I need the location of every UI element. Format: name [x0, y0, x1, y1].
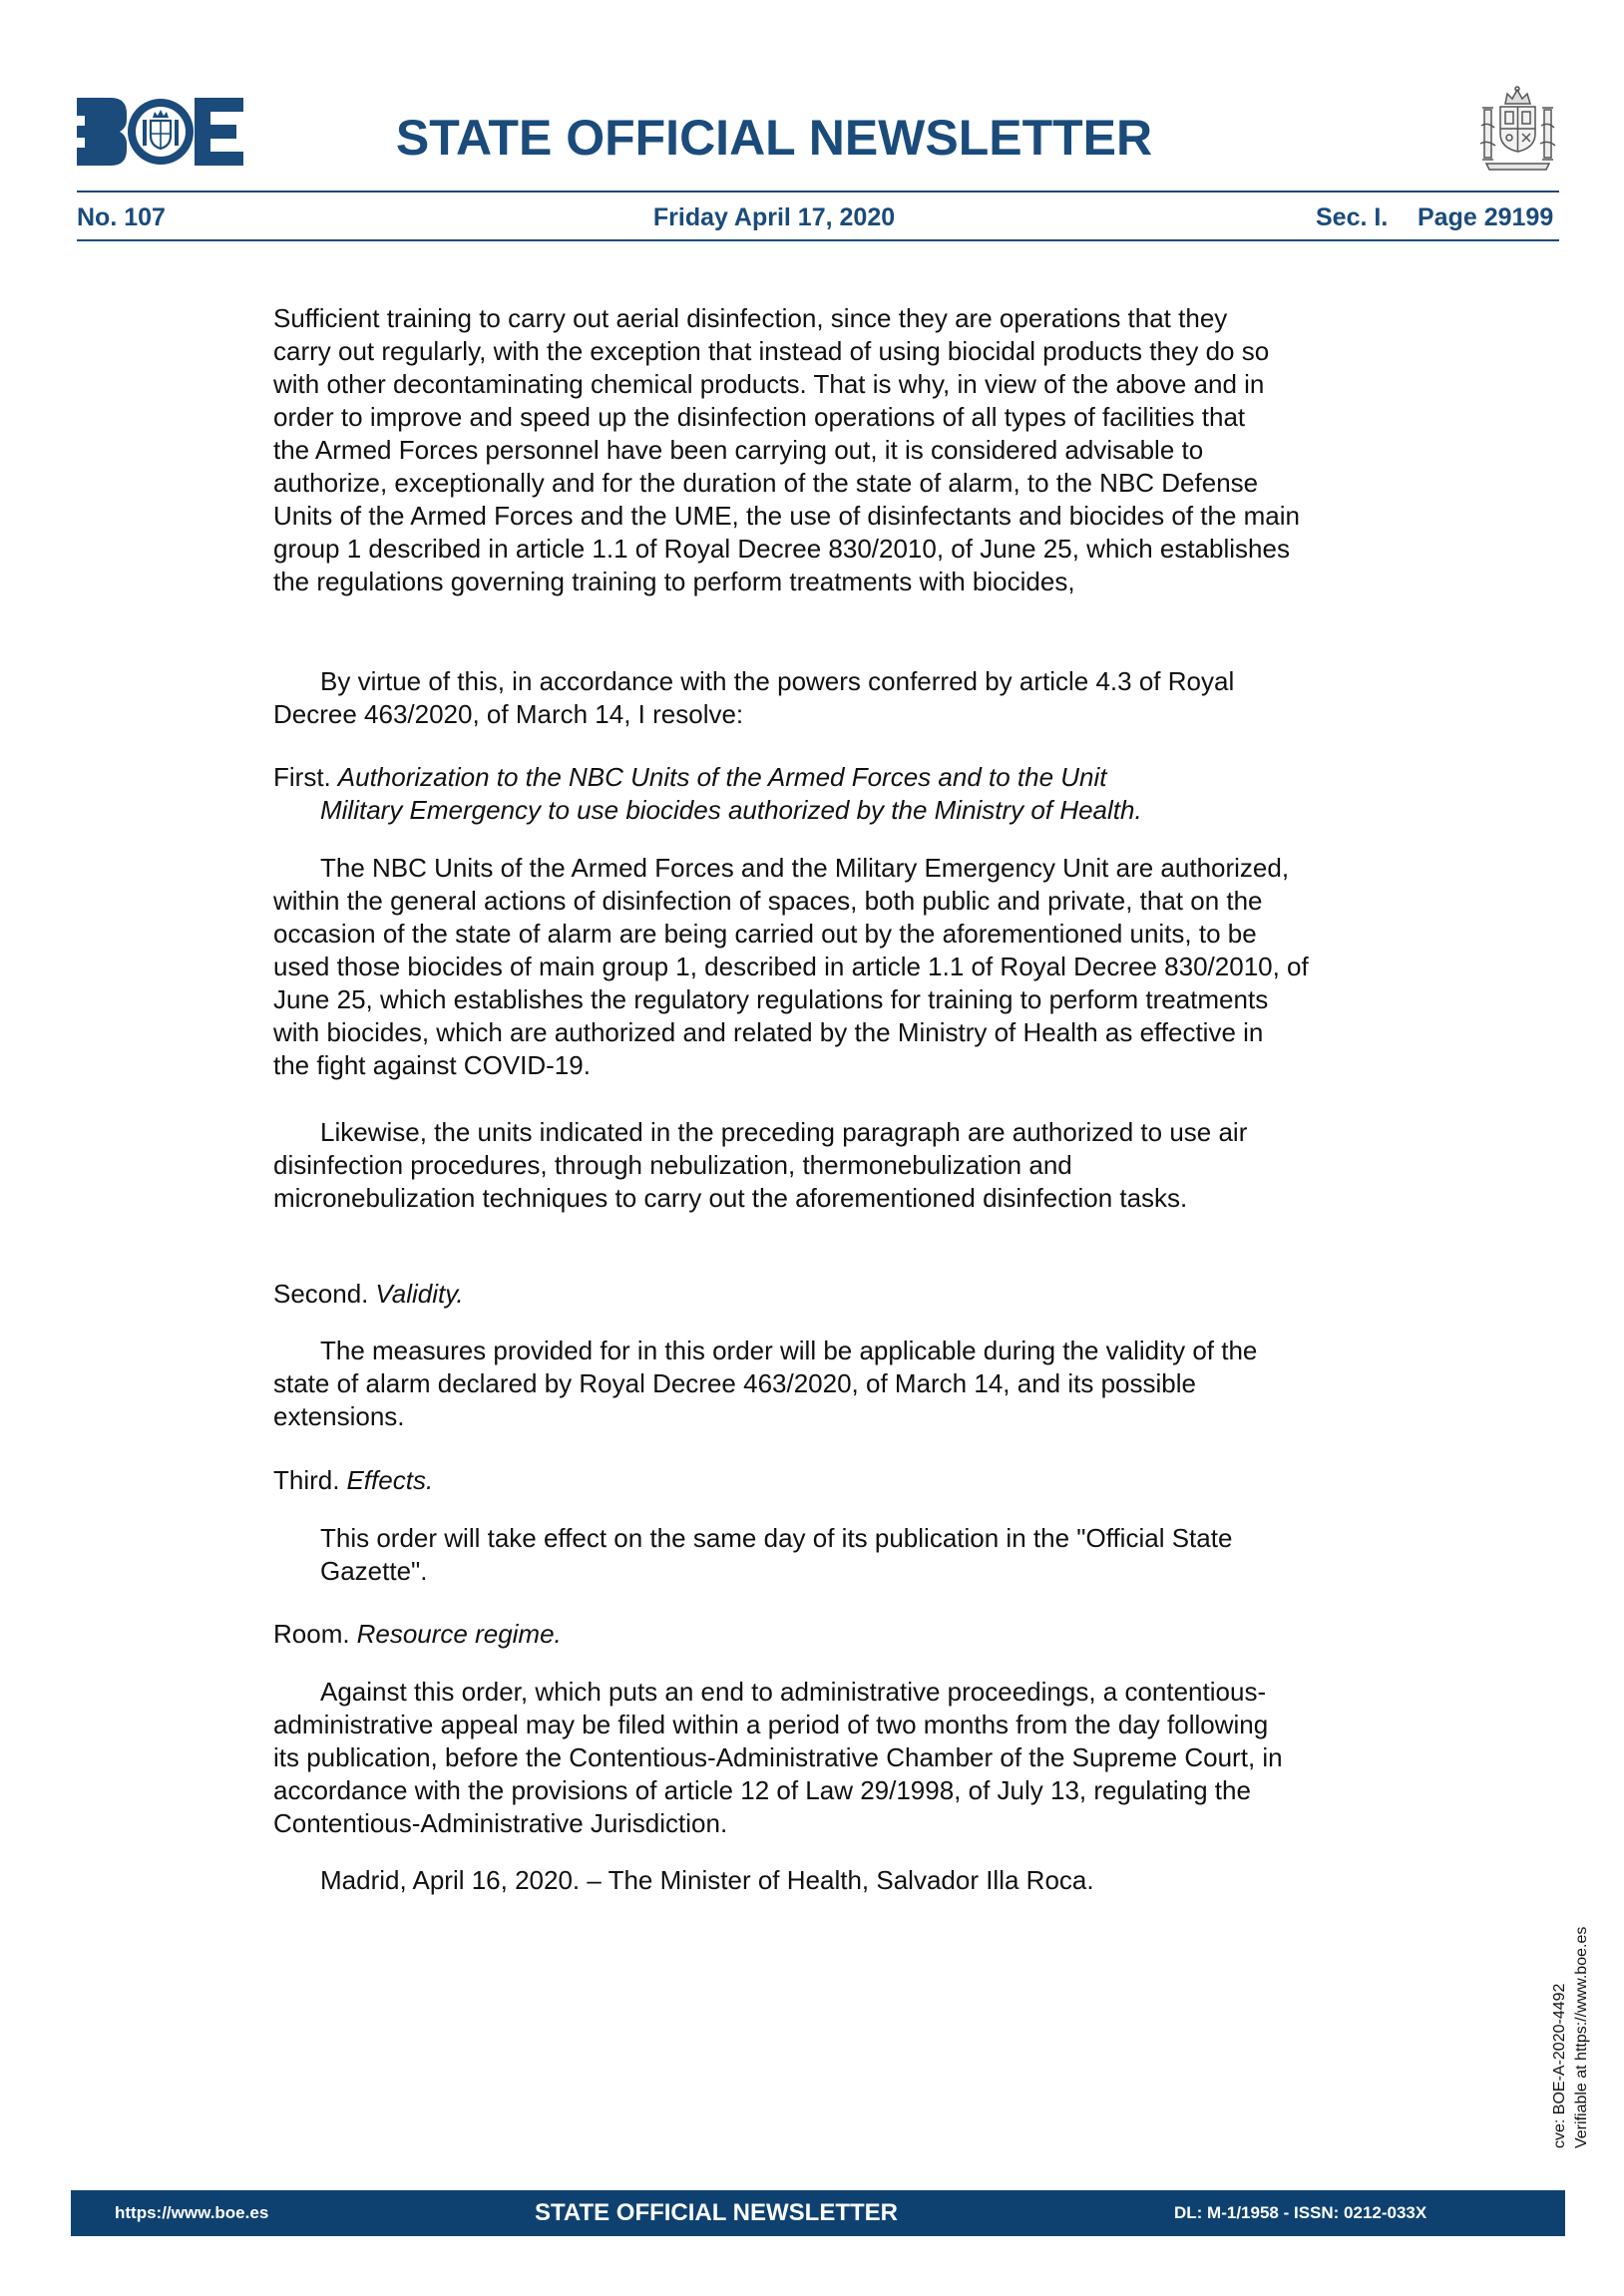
body-line: extensions.: [273, 1401, 405, 1431]
heading-label: Room.: [273, 1619, 350, 1649]
page-number: Page 29199: [1418, 203, 1554, 231]
heading-label: First.: [273, 762, 331, 792]
footer-title: STATE OFFICIAL NEWSLETTER: [535, 2199, 898, 2226]
footer-bar: [71, 2190, 1565, 2236]
signature-line: [273, 1864, 1094, 1897]
body-line: the regulations governing training to perform treatments with biocides,: [273, 567, 1075, 596]
heading-title: Military Emergency to use biocides authorized by the Ministry of Health.: [320, 795, 1142, 825]
body-line: occasion of the state of alarm are being carried out by the aforementioned units, to be: [273, 919, 1257, 949]
issue-date: Friday April 17, 2020: [652, 203, 896, 231]
heading-label: Third.: [273, 1465, 340, 1495]
heading-title: Effects.: [346, 1465, 434, 1495]
body-line: micronebulization techniques to carry out the aforementioned disinfection tasks.: [273, 1183, 1188, 1213]
body-line: state of alarm declared by Royal Decree 463/2020, of March 14, and its possible: [273, 1368, 1196, 1398]
boe-logo-icon: [77, 98, 243, 166]
body-line: Contentious-Administrative Jurisdiction.: [273, 1808, 728, 1838]
body-line: the fight against COVID-19.: [273, 1050, 591, 1080]
body-line: Sufficient training to carry out aerial disinfection, since they are operations that they: [273, 303, 1228, 333]
header-top-rule: [77, 191, 1559, 192]
body-line: Decree 463/2020, of March 14, I resolve:: [273, 699, 744, 729]
body-line: authorize, exceptionally and for the duration of the state of alarm, to the NBC Defense: [273, 468, 1259, 498]
body-line: its publication, before the Contentious-Administrative Chamber of the Supreme Court, in: [273, 1742, 1283, 1772]
body-line: group 1 described in article 1.1 of Royal Decree 830/2010, of June 25, which establishes: [273, 534, 1290, 564]
coat-of-arms-icon: [1476, 86, 1559, 172]
verification-sidebar: [1549, 1863, 1593, 2148]
body-line: Units of the Armed Forces and the UME, the use of disinfectants and biocides of the main: [273, 501, 1300, 531]
body-line: Gazette".: [320, 1556, 428, 1586]
body-line: Madrid, April 16, 2020. – The Minister of Health, Salvador Illa Roca.: [320, 1865, 1094, 1895]
body-line: carry out regularly, with the exception that instead of using biocidal products they do so: [273, 336, 1270, 366]
article-heading-second: [273, 1278, 464, 1311]
article-heading-room: [273, 1618, 562, 1651]
footer-url-link[interactable]: https://www.boe.es: [115, 2203, 269, 2222]
body-line: Likewise, the units indicated in the preceding paragraph are authorized to use air: [320, 1117, 1248, 1147]
article-heading-first: [273, 761, 1142, 827]
body-line: disinfection procedures, through nebulization, thermonebulization and: [273, 1150, 1072, 1180]
body-line: This order will take effect on the same day of its publication in the "Official State: [320, 1523, 1233, 1553]
body-line: the Armed Forces personnel have been carrying out, it is considered advisable to: [273, 435, 1204, 465]
paragraph-2: [273, 665, 1234, 731]
heading-title: Resource regime.: [356, 1619, 562, 1649]
paragraph-4: [273, 1116, 1247, 1215]
body-line: The measures provided for in this order will be applicable during the validity of the: [320, 1336, 1258, 1365]
footer-legal: DL: M-1/1958 - ISSN: 0212-033X: [1174, 2203, 1427, 2222]
article-heading-third: [273, 1464, 433, 1497]
body-line: Against this order, which puts an end to administrative proceedings, a contentious-: [320, 1677, 1267, 1707]
body-line: administrative appeal may be filed within a period of two months from the day following: [273, 1710, 1269, 1739]
verification-note: Verifiable at https://www.boe.es: [1573, 1926, 1590, 2148]
body-line: June 25, which establishes the regulatory regulations for training to perform treatments: [273, 984, 1269, 1014]
body-line: accordance with the provisions of article 12 of Law 29/1998, of July 13, regulating the: [273, 1775, 1251, 1805]
body-line: By virtue of this, in accordance with the powers conferred by article 4.3 of Royal: [320, 666, 1235, 696]
header-bottom-rule: [77, 239, 1559, 241]
paragraph-7: [273, 1676, 1283, 1840]
body-line: with biocides, which are authorized and related by the Ministry of Health as effective in: [273, 1017, 1264, 1047]
body-line: order to improve and speed up the disinfection operations of all types of facilities that: [273, 402, 1246, 432]
heading-label: Second.: [273, 1279, 369, 1309]
page-title: STATE OFFICIAL NEWSLETTER: [395, 110, 1153, 166]
paragraph-1: [273, 302, 1300, 598]
heading-title: Authorization to the NBC Units of the Armed Forces and to the Unit: [337, 762, 1107, 792]
heading-title: Validity.: [375, 1279, 464, 1309]
paragraph-5: [273, 1335, 1257, 1433]
body-line: used those biocides of main group 1, described in article 1.1 of Royal Decree 830/2010, of: [273, 952, 1309, 981]
issue-number: No. 107: [77, 203, 166, 231]
cve-code: cve: BOE-A-2020-4492: [1551, 1983, 1568, 2148]
section-label: Sec. I.: [1316, 203, 1389, 231]
body-line: The NBC Units of the Armed Forces and the Military Emergency Unit are authorized,: [320, 853, 1290, 883]
paragraph-6: [273, 1522, 1232, 1588]
body-line: with other decontaminating chemical products. That is why, in view of the above and in: [273, 369, 1265, 399]
paragraph-3: [273, 852, 1309, 1082]
body-line: within the general actions of disinfection of spaces, both public and private, that on the: [273, 886, 1263, 916]
